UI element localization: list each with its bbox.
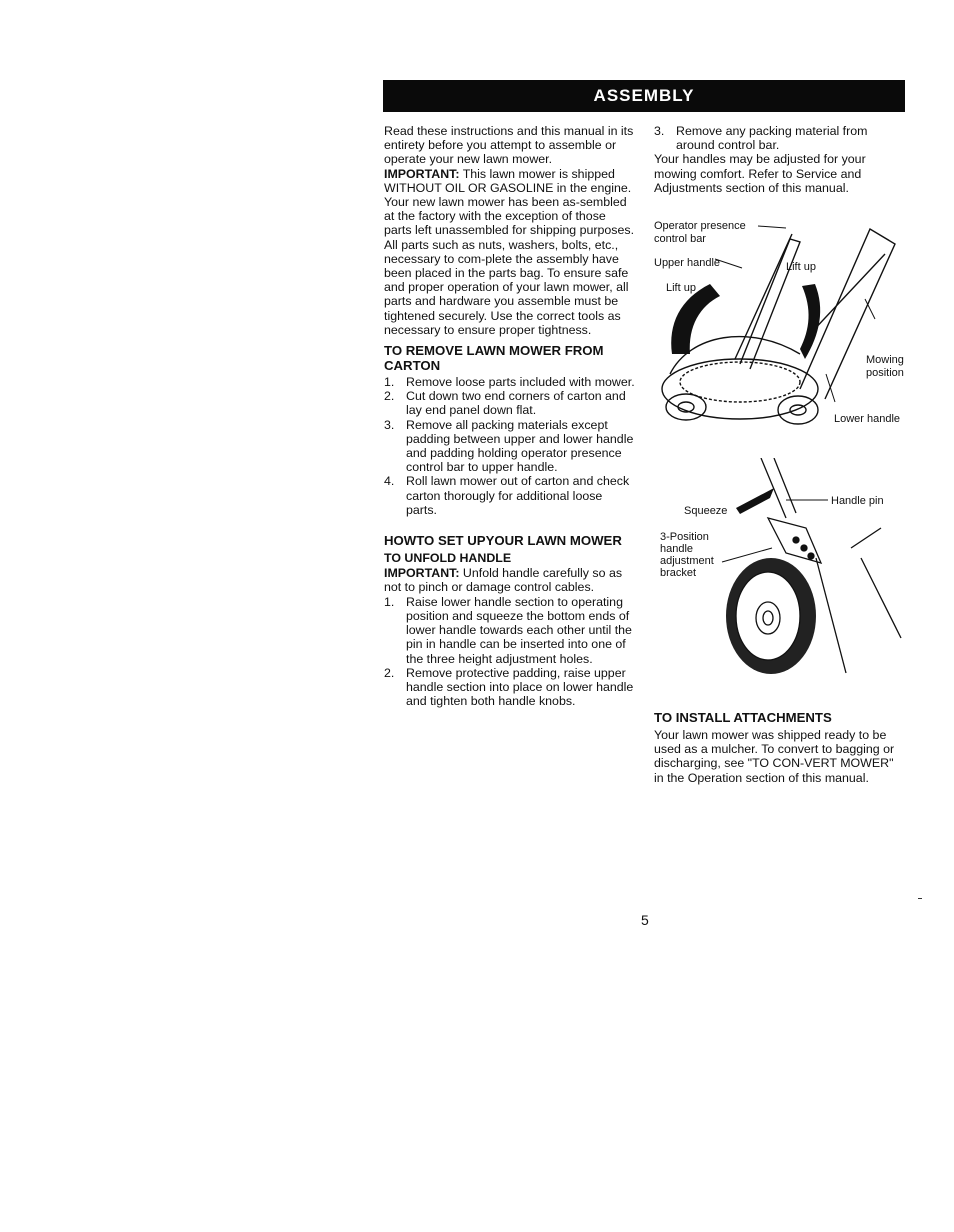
list-item (384, 595, 636, 666)
mower-deck-shape (662, 359, 818, 419)
list-item (384, 375, 636, 389)
lift-up-right-label: Lift up (786, 261, 816, 273)
important-label: IMPORTANT: (384, 166, 460, 181)
list-item (654, 124, 906, 152)
operator-label-1: Operator presence (654, 220, 746, 232)
operator-label-2: control bar (654, 233, 706, 245)
step-text: Raise lower handle section to operating position and squeeze the bottom ends of lower handle towards each other until the pin in handle can be inserted into one of the three height adjustment holes. (406, 594, 632, 666)
handle-tube (774, 458, 796, 513)
step-text: Roll lawn mower out of carton and check carton thorougly for additional loose parts. (406, 474, 630, 517)
mowing-label-2: position (866, 367, 904, 379)
front-wheel (666, 394, 706, 420)
lower-handle-label: Lower handle (834, 413, 901, 425)
handle-bracket-figure (656, 458, 906, 680)
step-text: Remove all packing materials except padding between upper and lower handle and padding holding operator presence control bar to upper handle. (406, 417, 634, 475)
handle-tube (761, 458, 786, 518)
deck-edge (816, 558, 846, 673)
bracket-label-2: handle (660, 543, 694, 555)
unfold-steps (384, 595, 636, 709)
leader-line (865, 299, 875, 319)
page-mark (918, 898, 922, 899)
adjustment-hole (801, 545, 807, 551)
important-text: This lawn mower is shipped WITHOUT OIL OR GASOLINE in the engine. (384, 166, 632, 195)
rear-wheel (778, 396, 818, 424)
page-number: 5 (641, 912, 649, 928)
unfold-important-note (384, 566, 636, 594)
squeeze-arrow (736, 488, 774, 514)
step-number: 2. (384, 389, 395, 404)
step-number: 3. (384, 417, 395, 432)
mowing-label-1: Mowing (866, 354, 904, 366)
step-number: 1. (384, 594, 395, 609)
list-item (384, 389, 636, 417)
unfold-important-label: IMPORTANT: (384, 566, 460, 581)
right-steps (654, 124, 906, 152)
step-number: 2. (384, 665, 395, 680)
right-column (654, 124, 906, 195)
adjustment-hole (793, 537, 799, 543)
list-item (384, 666, 636, 709)
leader-line (758, 226, 786, 228)
section-banner: ASSEMBLY (383, 80, 905, 112)
important-note (384, 167, 636, 195)
mower-handle-figure (650, 214, 912, 436)
mower-handle-illustration (650, 214, 912, 436)
bracket-label-3: adjustment (660, 555, 714, 567)
control-bar (735, 234, 792, 359)
bracket-label-4: bracket (660, 567, 697, 579)
squeeze-label: Squeeze (684, 505, 728, 517)
step-text: Remove loose parts included with mower. (406, 375, 635, 390)
carton-heading: TO REMOVE LAWN MOWER FROM CARTON (384, 343, 604, 374)
handle-crossbar (810, 254, 885, 334)
upper-handle-label: Upper handle (654, 257, 721, 269)
attachments-paragraph: Your lawn mower was shipped ready to be used as a mulcher. To convert to bagging or discharging, see "TO CON-VERT MOWER" in the Operation section of this manual. (654, 728, 895, 785)
step-text: Remove any packing material from around control bar. (676, 124, 868, 153)
step-text: Remove protective padding, raise upper handle section into place on lower handle and tighten both handle knobs. (406, 665, 634, 709)
unfold-important-text: Unfold handle carefully so as not to pinch or damage control cables. (384, 566, 623, 595)
step-text: Cut down two end corners of carton and lay end panel down flat. (406, 389, 626, 418)
bracket-label-1: 3-Position (660, 531, 709, 543)
lift-arrow-right (800, 284, 820, 359)
assembled-paragraph: Your new lawn mower has been as-sembled at the factory with the exception of those parts left unassembled for shipping purposes. All parts such as nuts, washers, bolts, etc., necessary to com-plete the assembly have been placed in the parts bag. To ensure safe and proper operation of your lawn mower, all parts and hardware you assemble must be tightened securely. Use the correct tools as necessary to ensure proper tightness. (384, 195, 635, 337)
list-item (384, 474, 636, 517)
step-number: 3. (654, 124, 665, 138)
step-number: 4. (384, 474, 395, 489)
unfold-heading: TO UNFOLD HANDLE (384, 551, 512, 566)
adjustment-hole (808, 553, 814, 559)
attachments-heading: TO INSTALL ATTACHMENTS (654, 710, 832, 725)
handle-pin-label: Handle pin (831, 495, 884, 507)
carton-steps (384, 375, 636, 517)
lift-up-left-label: Lift up (666, 282, 696, 294)
deck-edge (861, 558, 901, 638)
setup-heading: HOWTO SET UPYOUR LAWN MOWER (384, 533, 622, 549)
spacer (384, 517, 636, 527)
step-number: 1. (384, 375, 395, 390)
left-column (384, 124, 636, 708)
lift-arrow-left (671, 284, 720, 354)
intro-paragraph: Read these instructions and this manual in its entirety before you attempt to assemble or operate your new lawn mower. (384, 124, 634, 167)
wheel-rim (736, 572, 800, 660)
deck-edge (851, 528, 881, 548)
adjust-paragraph: Your handles may be adjusted for your mowing comfort. Refer to Service and Adjustments section of this manual. (654, 152, 866, 195)
handle-bracket-illustration (656, 458, 906, 680)
rear-hub (790, 405, 806, 415)
list-item (384, 418, 636, 475)
